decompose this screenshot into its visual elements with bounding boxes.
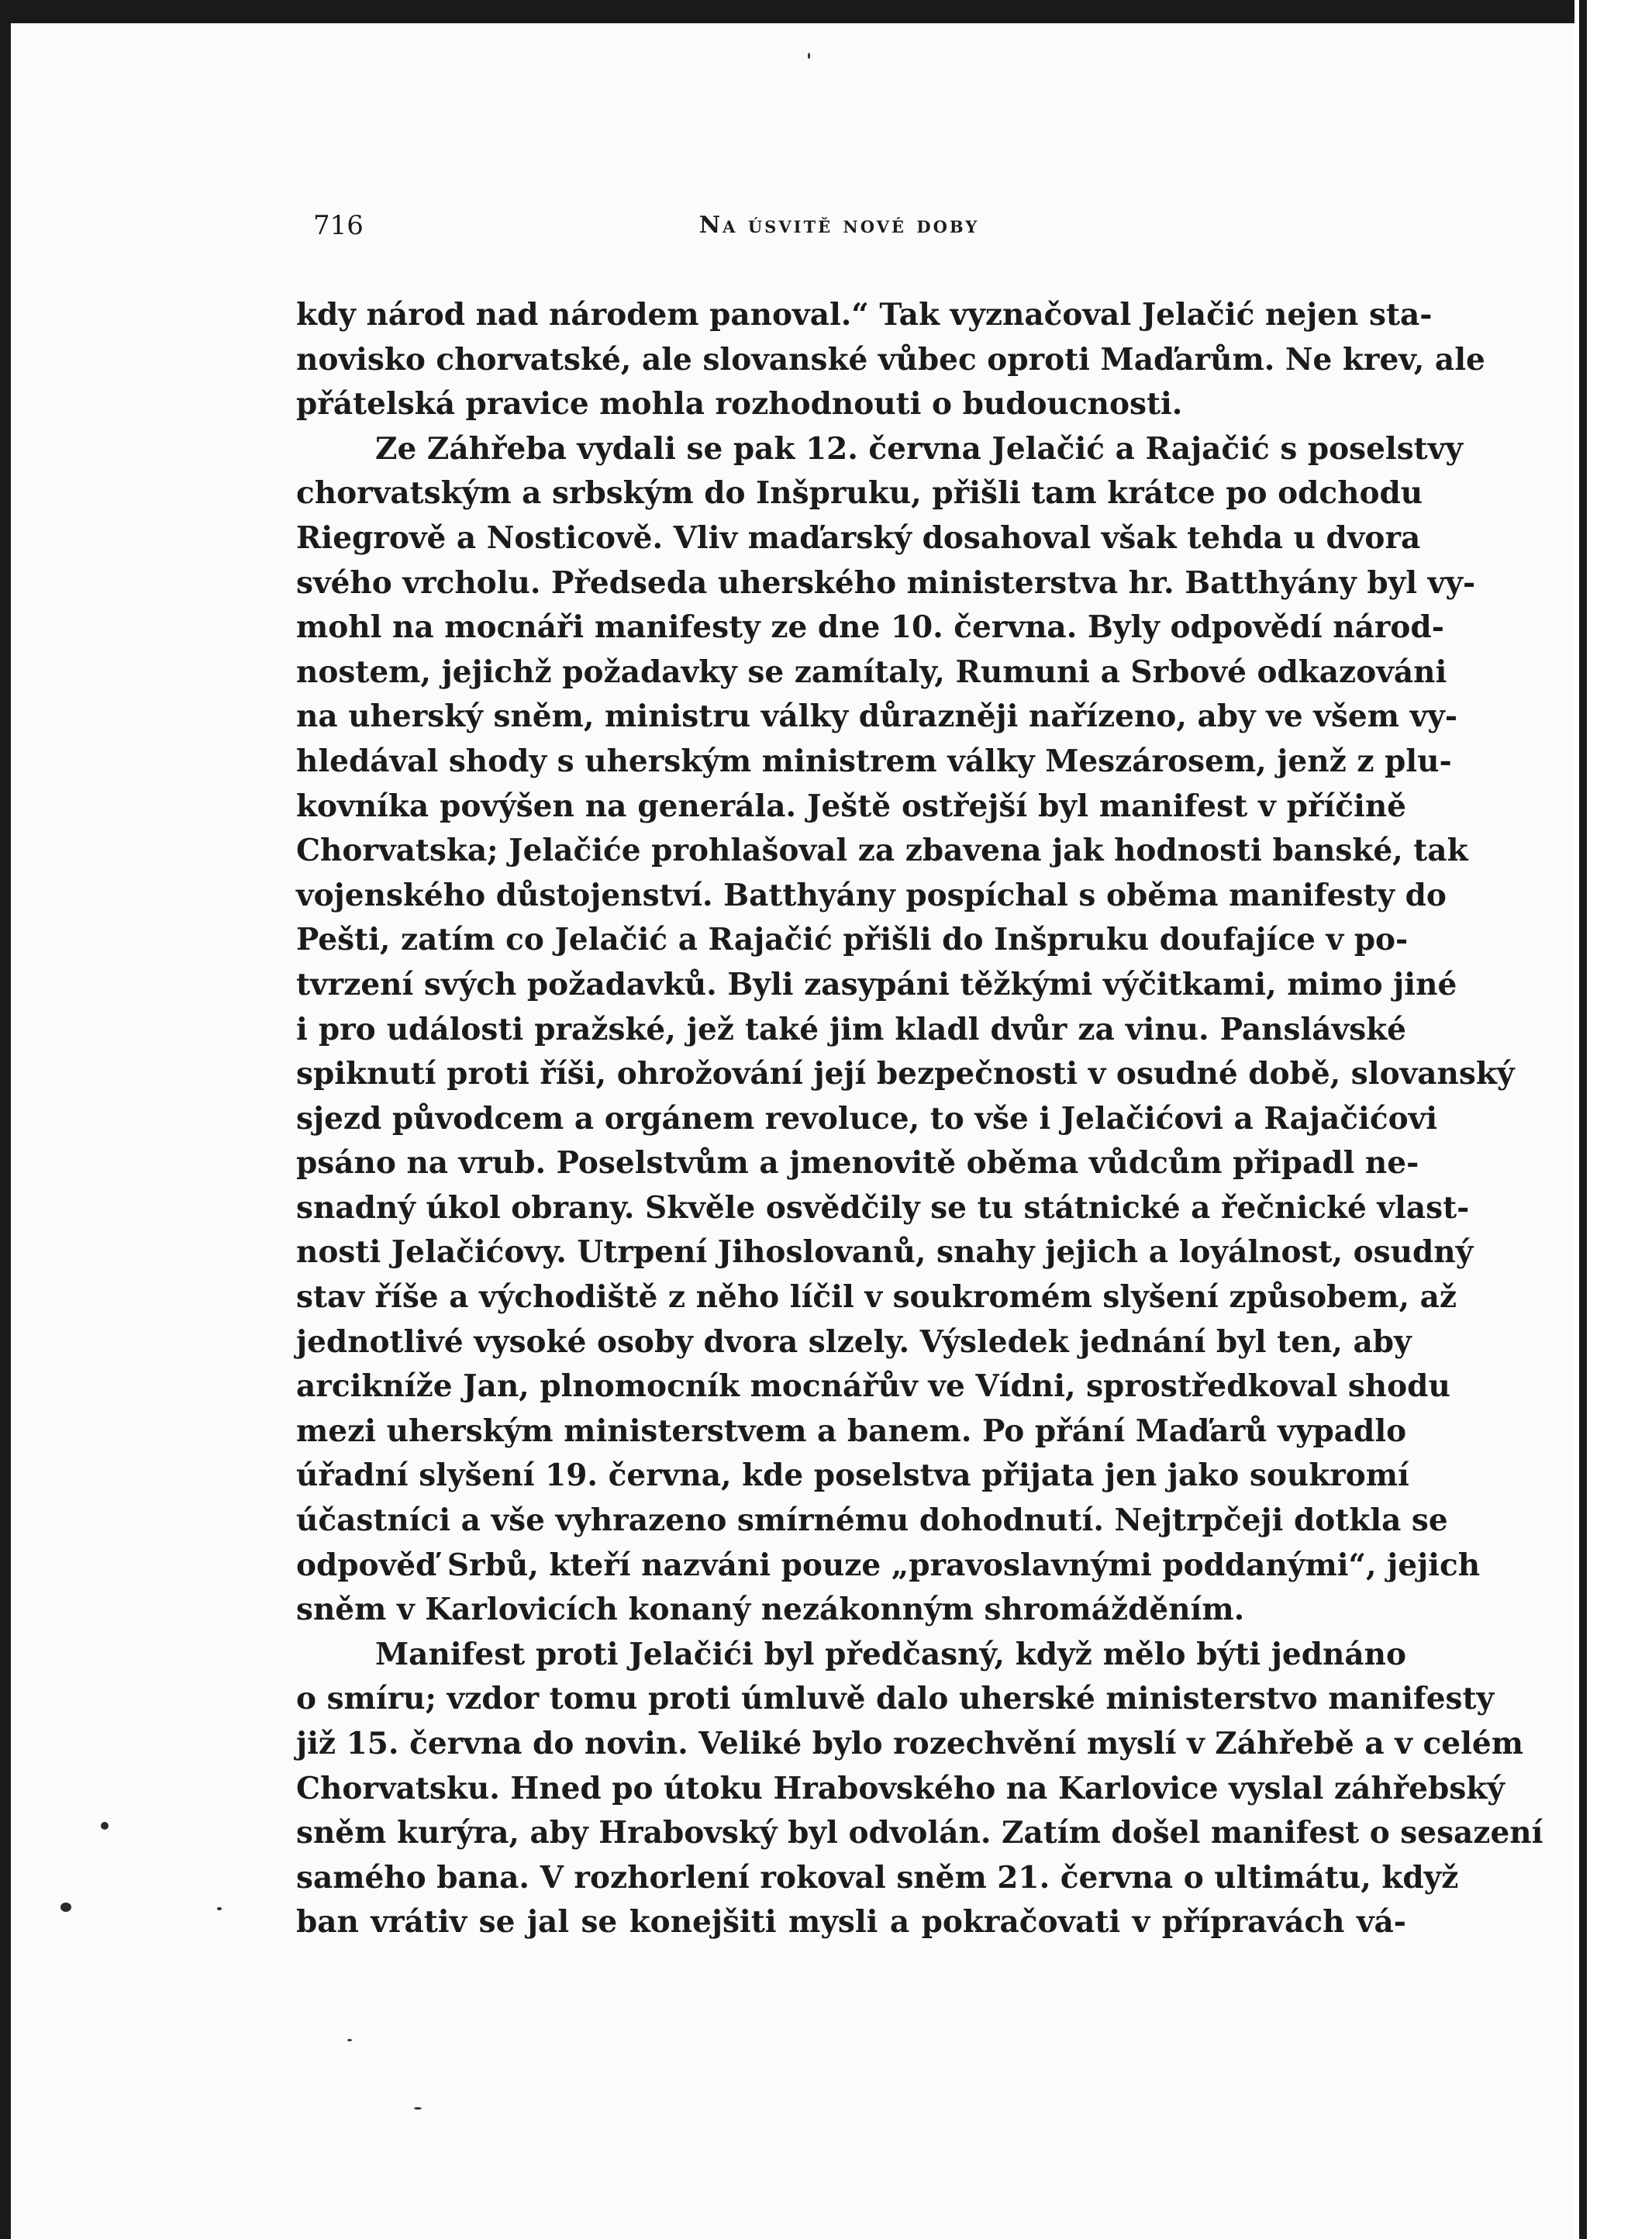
text-line: úřadní slyšení 19. června, kde poselstva přijata jen jako soukromí (296, 1458, 1409, 1494)
text-line: na uherský sněm, ministru války důrazněji nařízeno, aby ve všem vy- (296, 699, 1458, 735)
page-number: 716 (313, 210, 364, 241)
text-line: mezi uherským ministerstvem a banem. Po přání Maďarů vypadlo (296, 1413, 1407, 1449)
book-page (11, 23, 1574, 2239)
text-line: kdy národ nad národem panoval.“ Tak vyznačoval Jelačić nejen sta- (296, 297, 1433, 333)
text-line: sněm v Karlovicích konaný nezákonným shromážděním. (296, 1592, 1245, 1628)
text-line: i pro události pražské, jež také jim kladl dvůr za vinu. Panslávské (296, 1011, 1406, 1047)
scan-right-border (1579, 0, 1587, 2239)
text-line: o smíru; vzdor tomu proti úmluvě dalo uherské ministerstvo manifesty (296, 1681, 1495, 1717)
text-line: arcikníže Jan, plnomocník mocnářův ve Vídni, sprostředkoval shodu (296, 1368, 1450, 1405)
text-line: Ze Záhřeba vydali se pak 12. června Jelačić a Rajačić s poselstvy (375, 430, 1464, 467)
text-line: mohl na mocnáři manifesty ze dne 10. června. Byly odpovědí národ- (296, 609, 1444, 646)
text-line: sjezd původcem a orgánem revoluce, to vše i Jelačićovi a Rajačićovi (296, 1100, 1438, 1137)
running-head (11, 206, 1574, 245)
scan-speck (808, 53, 810, 59)
text-line: psáno na vrub. Poselstvům a jmenovitě oběma vůdcům připadl ne- (296, 1145, 1419, 1182)
text-line: účastníci a vše vyhrazeno smírnému dohodnutí. Nejtrpčeji dotkla se (296, 1502, 1448, 1539)
text-line: přátelská pravice mohla rozhodnouti o budoucnosti. (296, 386, 1183, 423)
text-line: vojenského důstojenství. Batthyány pospíchal s oběma manifesty do (296, 877, 1447, 913)
text-line: již 15. června do novin. Veliké bylo rozechvění myslí v Záhřebě a v celém (296, 1726, 1523, 1761)
text-line: odpověď Srbů, kteří nazváni pouze „pravoslavnými poddanými“, jejich (296, 1547, 1481, 1583)
text-line: chorvatským a srbským do Inšpruku, přišli tam krátce po odchodu (296, 475, 1423, 512)
scan-speck (347, 2039, 352, 2041)
text-line: hledával shody s uherským ministrem války Meszárosem, jenž z plu- (296, 743, 1452, 779)
text-line: spiknutí proti říši, ohrožování její bezpečnosti v osudné době, slovanský (296, 1056, 1515, 1092)
text-line: jednotlivé vysoké osoby dvora slzely. Výsledek jednání byl ten, aby (296, 1323, 1412, 1360)
scan-speck (217, 1907, 222, 1910)
text-line: Riegrově a Nosticově. Vliv maďarský dosahoval však tehda u dvora (296, 519, 1421, 556)
text-line: nosti Jelačićovy. Utrpení Jihoslovanů, snahy jejich a loyálnost, osudný (296, 1234, 1474, 1271)
text-line: nostem, jejichž požadavky se zamítaly, Rumuni a Srbové odkazováni (296, 654, 1447, 690)
text-line: stav říše a východiště z něho líčil v soukromém slyšení způsobem, až (296, 1279, 1457, 1316)
text-line: Chorvatsku. Hned po útoku Hrabovského na Karlovice vyslal záhřebský (296, 1770, 1505, 1806)
chapter-title: Na úsvitě nové doby (698, 212, 980, 239)
scan-speck (60, 1903, 71, 1912)
text-line: Pešti, zatím co Jelačić a Rajačić přišli do Inšpruku doufajíce v po- (296, 922, 1409, 958)
text-line: ban vrátiv se jal se konejšiti mysli a pokračovati v přípravách vá- (296, 1904, 1406, 1941)
scan-speck (101, 1822, 109, 1830)
text-line: snadný úkol obrany. Skvěle osvědčily se tu státnické a řečnické vlast- (296, 1189, 1470, 1226)
text-line: tvrzení svých požadavků. Byli zasypáni těžkými výčitkami, mimo jiné (296, 966, 1457, 1002)
scan-speck (414, 2107, 422, 2110)
text-line: kovníka povýšen na generála. Ještě ostřejší byl manifest v příčině (296, 788, 1406, 824)
text-line: novisko chorvatské, ale slovanské vůbec oproti Maďarům. Ne krev, ale (296, 341, 1485, 378)
text-line: svého vrcholu. Předseda uherského ministerstva hr. Batthyány byl vy- (296, 564, 1476, 601)
text-line: sněm kurýra, aby Hrabovský byl odvolán. Zatím došel manifest o sesazení (296, 1815, 1543, 1851)
text-line: samého bana. V rozhorlení rokoval sněm 21. června o ultimátu, když (296, 1859, 1459, 1896)
body-text (296, 293, 1543, 1945)
text-line: Manifest proti Jelačići byl předčasný, když mělo býti jednáno (375, 1636, 1406, 1672)
text-line: Chorvatska; Jelačiće prohlašoval za zbavena jak hodnosti banské, tak (296, 833, 1468, 869)
scan-top-border (0, 0, 1652, 23)
